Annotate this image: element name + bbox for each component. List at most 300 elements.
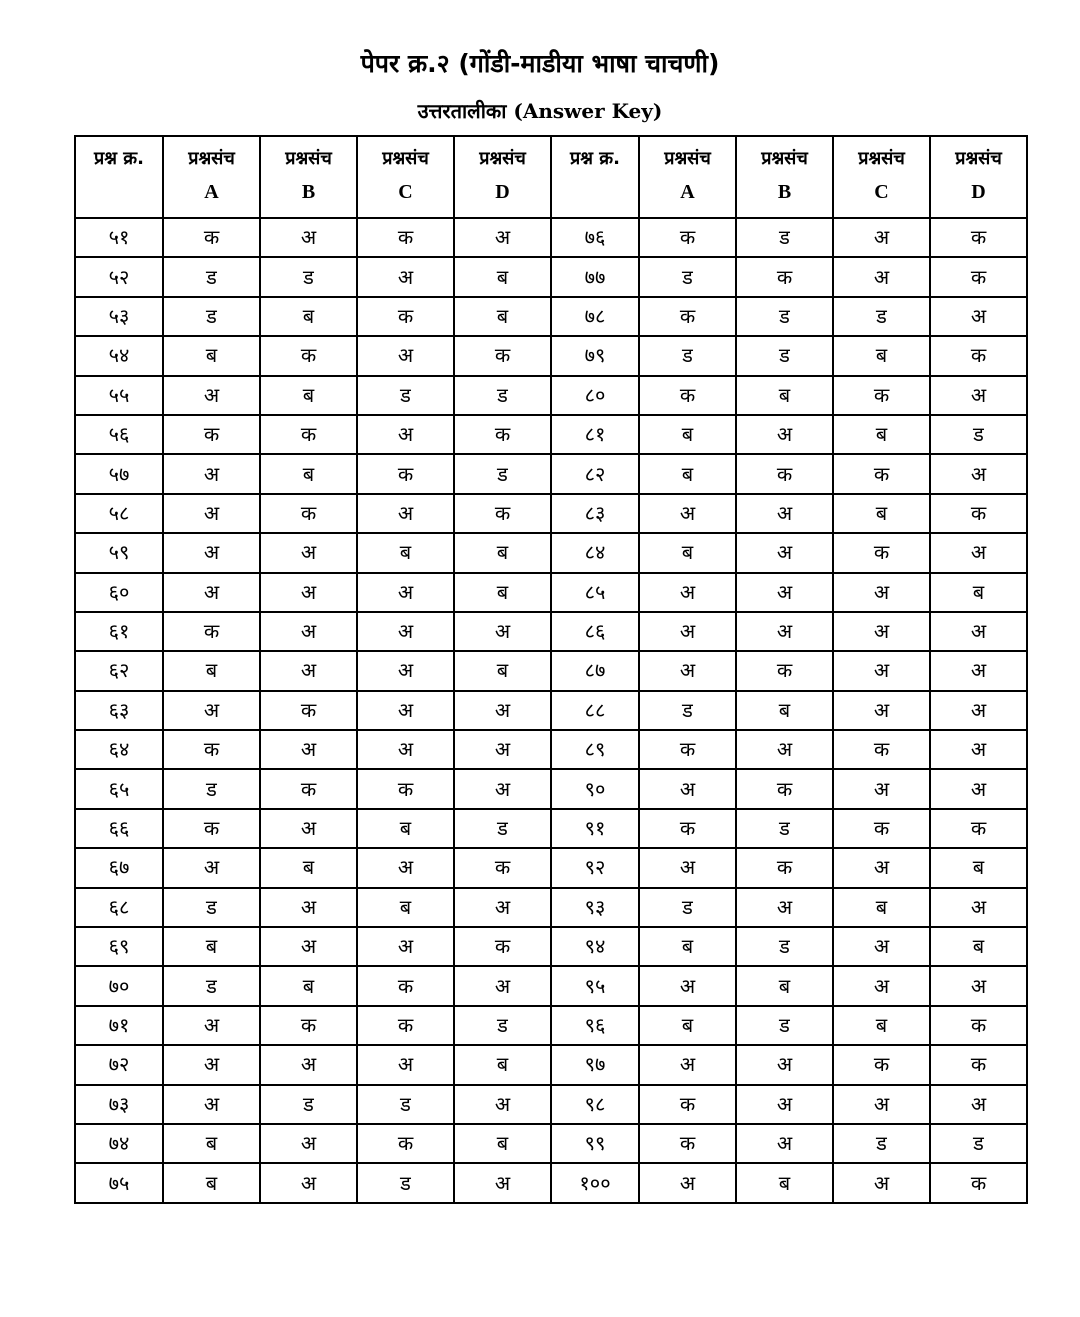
answer-cell: अ: [930, 769, 1027, 808]
column-header-label: प्रश्नसंच: [285, 148, 332, 169]
answer-cell: क: [639, 1124, 736, 1163]
question-number-cell: ७१: [75, 1006, 163, 1045]
answer-cell: क: [163, 415, 260, 454]
answer-cell: अ: [357, 730, 454, 769]
question-number-cell: ५६: [75, 415, 163, 454]
question-number-cell: ८५: [551, 573, 639, 612]
answer-cell: अ: [163, 573, 260, 612]
column-header-label: प्रश्नसंच: [955, 148, 1002, 169]
column-header-set-d: [930, 136, 1027, 218]
answer-cell: अ: [639, 494, 736, 533]
table-row: [75, 573, 1027, 612]
table-row: [75, 1045, 1027, 1084]
answer-cell: अ: [357, 691, 454, 730]
answer-cell: अ: [357, 415, 454, 454]
answer-cell: ड: [454, 809, 551, 848]
table-row: [75, 454, 1027, 493]
answer-cell: अ: [163, 454, 260, 493]
answer-cell: क: [260, 415, 357, 454]
column-header-label: प्रश्नसंच: [479, 148, 526, 169]
answer-cell: ड: [639, 336, 736, 375]
question-number-cell: ८१: [551, 415, 639, 454]
answer-cell: अ: [260, 730, 357, 769]
question-number-cell: ८३: [551, 494, 639, 533]
answer-cell: अ: [260, 1045, 357, 1084]
answer-cell: क: [930, 218, 1027, 257]
answer-cell: क: [736, 651, 833, 690]
answer-cell: ड: [163, 966, 260, 1005]
answer-cell: ड: [736, 218, 833, 257]
answer-cell: ब: [639, 927, 736, 966]
question-number-cell: ५९: [75, 533, 163, 572]
question-number-cell: ९७: [551, 1045, 639, 1084]
answer-cell: क: [163, 809, 260, 848]
question-number-cell: ८७: [551, 651, 639, 690]
answer-cell: अ: [639, 1163, 736, 1202]
column-header-set-b: [260, 136, 357, 218]
column-header-question-no: [551, 136, 639, 218]
answer-cell: क: [163, 612, 260, 651]
table-row: [75, 651, 1027, 690]
table-row: [75, 809, 1027, 848]
question-number-cell: ७२: [75, 1045, 163, 1084]
question-number-cell: ६८: [75, 888, 163, 927]
answer-cell: अ: [833, 927, 930, 966]
answer-cell: ड: [930, 415, 1027, 454]
question-number-cell: ७८: [551, 297, 639, 336]
question-number-cell: ९८: [551, 1085, 639, 1124]
answer-cell: ब: [833, 888, 930, 927]
answer-cell: ब: [930, 848, 1027, 887]
answer-cell: अ: [639, 769, 736, 808]
answer-cell: ब: [454, 297, 551, 336]
answer-cell: क: [930, 1045, 1027, 1084]
question-number-cell: ८६: [551, 612, 639, 651]
answer-cell: क: [833, 376, 930, 415]
answer-cell: अ: [930, 297, 1027, 336]
question-number-cell: ९३: [551, 888, 639, 927]
answer-cell: ड: [930, 1124, 1027, 1163]
question-number-cell: ६०: [75, 573, 163, 612]
answer-cell: क: [833, 533, 930, 572]
answer-cell: अ: [260, 651, 357, 690]
answer-cell: अ: [736, 1085, 833, 1124]
answer-cell: ड: [357, 1163, 454, 1202]
column-header-set-d: [454, 136, 551, 218]
answer-cell: अ: [260, 612, 357, 651]
answer-cell: अ: [736, 415, 833, 454]
answer-cell: अ: [736, 1045, 833, 1084]
answer-cell: ब: [833, 415, 930, 454]
column-header-set-a: [163, 136, 260, 218]
answer-cell: अ: [930, 1085, 1027, 1124]
column-header-set-letter: D: [971, 181, 986, 203]
answer-cell: ड: [454, 376, 551, 415]
answer-cell: अ: [930, 612, 1027, 651]
answer-cell: अ: [357, 573, 454, 612]
answer-cell: अ: [163, 848, 260, 887]
answer-cell: ड: [454, 454, 551, 493]
answer-cell: अ: [163, 533, 260, 572]
answer-cell: ब: [639, 533, 736, 572]
column-header-set-letter: A: [204, 181, 219, 203]
answer-cell: क: [639, 1085, 736, 1124]
answer-cell: अ: [260, 533, 357, 572]
answer-cell: क: [454, 927, 551, 966]
answer-cell: अ: [163, 376, 260, 415]
answer-cell: ब: [930, 927, 1027, 966]
column-header-label: प्रश्न क्र.: [570, 148, 620, 169]
answer-cell: ड: [163, 257, 260, 296]
answer-cell: अ: [639, 651, 736, 690]
answer-cell: क: [163, 218, 260, 257]
answer-cell: ब: [639, 1006, 736, 1045]
question-number-cell: ७७: [551, 257, 639, 296]
table-body: [75, 218, 1027, 1203]
column-header-set-c: [357, 136, 454, 218]
answer-cell: अ: [930, 651, 1027, 690]
question-number-cell: ५५: [75, 376, 163, 415]
answer-cell: अ: [639, 1045, 736, 1084]
answer-cell: क: [639, 376, 736, 415]
answer-cell: क: [639, 730, 736, 769]
answer-cell: अ: [736, 730, 833, 769]
answer-cell: क: [454, 336, 551, 375]
answer-cell: ब: [454, 1124, 551, 1163]
question-number-cell: ५८: [75, 494, 163, 533]
answer-cell: क: [833, 730, 930, 769]
answer-cell: क: [454, 848, 551, 887]
table-row: [75, 218, 1027, 257]
answer-cell: ड: [833, 1124, 930, 1163]
answer-cell: ब: [357, 809, 454, 848]
answer-cell: क: [454, 494, 551, 533]
answer-cell: अ: [163, 691, 260, 730]
answer-cell: ड: [163, 769, 260, 808]
table-row: [75, 376, 1027, 415]
question-number-cell: ९१: [551, 809, 639, 848]
table-row: [75, 769, 1027, 808]
answer-cell: ब: [736, 691, 833, 730]
column-header-label: प्रश्नसंच: [382, 148, 429, 169]
answer-cell: क: [930, 494, 1027, 533]
answer-cell: क: [357, 297, 454, 336]
answer-cell: ब: [260, 297, 357, 336]
column-header-set-letter: D: [495, 181, 510, 203]
answer-cell: अ: [639, 573, 736, 612]
question-number-cell: ५२: [75, 257, 163, 296]
question-number-cell: ७९: [551, 336, 639, 375]
answer-cell: अ: [736, 494, 833, 533]
question-number-cell: ६४: [75, 730, 163, 769]
question-number-cell: ९२: [551, 848, 639, 887]
answer-cell: क: [260, 691, 357, 730]
answer-cell: अ: [930, 730, 1027, 769]
column-header-set-letter: A: [680, 181, 695, 203]
answer-cell: ब: [833, 1006, 930, 1045]
answer-cell: अ: [833, 1163, 930, 1202]
column-header-label: प्रश्न क्र.: [94, 148, 144, 169]
question-number-cell: ८८: [551, 691, 639, 730]
answer-cell: ब: [736, 376, 833, 415]
answer-cell: ब: [260, 966, 357, 1005]
answer-cell: ड: [260, 1085, 357, 1124]
table-row: [75, 730, 1027, 769]
answer-cell: ब: [736, 1163, 833, 1202]
answer-cell: ब: [454, 533, 551, 572]
question-number-cell: ९५: [551, 966, 639, 1005]
answer-cell: अ: [454, 730, 551, 769]
answer-cell: ब: [454, 257, 551, 296]
answer-cell: क: [833, 809, 930, 848]
question-number-cell: ५१: [75, 218, 163, 257]
column-header-label: प्रश्नसंच: [858, 148, 905, 169]
answer-cell: अ: [260, 927, 357, 966]
question-number-cell: ६९: [75, 927, 163, 966]
answer-cell: अ: [833, 1085, 930, 1124]
answer-cell: अ: [930, 454, 1027, 493]
answer-cell: ड: [736, 336, 833, 375]
answer-cell: ड: [163, 888, 260, 927]
answer-cell: ब: [260, 454, 357, 493]
answer-cell: क: [454, 415, 551, 454]
answer-cell: ब: [163, 651, 260, 690]
answer-cell: ब: [163, 1163, 260, 1202]
answer-cell: अ: [163, 1085, 260, 1124]
table-row: [75, 927, 1027, 966]
answer-cell: क: [736, 848, 833, 887]
table-row: [75, 1006, 1027, 1045]
answer-cell: अ: [260, 1124, 357, 1163]
question-number-cell: ८४: [551, 533, 639, 572]
answer-cell: ड: [639, 257, 736, 296]
question-number-cell: ६२: [75, 651, 163, 690]
answer-cell: ब: [357, 533, 454, 572]
answer-cell: क: [639, 297, 736, 336]
column-header-label: प्रश्नसंच: [188, 148, 235, 169]
table-row: [75, 691, 1027, 730]
answer-cell: ब: [639, 415, 736, 454]
answer-cell: ब: [833, 336, 930, 375]
answer-cell: अ: [833, 848, 930, 887]
table-row: [75, 494, 1027, 533]
column-header-set-letter: [552, 174, 638, 210]
answer-cell: अ: [163, 1045, 260, 1084]
answer-cell: क: [930, 809, 1027, 848]
answer-cell: क: [260, 1006, 357, 1045]
answer-cell: अ: [930, 691, 1027, 730]
answer-cell: क: [833, 1045, 930, 1084]
answer-cell: ड: [736, 927, 833, 966]
answer-cell: अ: [260, 573, 357, 612]
answer-cell: अ: [639, 966, 736, 1005]
answer-cell: ड: [736, 809, 833, 848]
answer-cell: क: [357, 454, 454, 493]
table-row: [75, 297, 1027, 336]
answer-cell: क: [639, 809, 736, 848]
column-header-set-c: [833, 136, 930, 218]
answer-cell: क: [260, 336, 357, 375]
answer-cell: ब: [454, 1045, 551, 1084]
answer-cell: क: [736, 257, 833, 296]
answer-cell: अ: [639, 848, 736, 887]
answer-cell: अ: [833, 966, 930, 1005]
answer-cell: ड: [454, 1006, 551, 1045]
answer-cell: ब: [639, 454, 736, 493]
answer-cell: अ: [260, 888, 357, 927]
answer-cell: ब: [357, 888, 454, 927]
table-row: [75, 848, 1027, 887]
column-header-set-a: [639, 136, 736, 218]
column-header-set-letter: B: [301, 181, 316, 203]
question-number-cell: ५४: [75, 336, 163, 375]
answer-cell: अ: [833, 651, 930, 690]
answer-cell: क: [357, 218, 454, 257]
answer-cell: क: [357, 1124, 454, 1163]
answer-cell: ड: [260, 257, 357, 296]
answer-cell: ब: [260, 848, 357, 887]
question-number-cell: ८९: [551, 730, 639, 769]
answer-cell: क: [833, 454, 930, 493]
table-row: [75, 612, 1027, 651]
question-number-cell: ५३: [75, 297, 163, 336]
answer-cell: अ: [639, 612, 736, 651]
answer-cell: अ: [260, 809, 357, 848]
question-number-cell: ६३: [75, 691, 163, 730]
answer-cell: अ: [260, 218, 357, 257]
answer-cell: अ: [454, 888, 551, 927]
page-subtitle: उत्तरतालीका (Answer Key): [417, 99, 663, 123]
answer-cell: क: [930, 257, 1027, 296]
answer-cell: अ: [736, 612, 833, 651]
answer-cell: ड: [833, 297, 930, 336]
table-row: [75, 1085, 1027, 1124]
table-row: [75, 966, 1027, 1005]
question-number-cell: ७०: [75, 966, 163, 1005]
question-number-cell: ९६: [551, 1006, 639, 1045]
answer-cell: ब: [736, 966, 833, 1005]
answer-cell: अ: [454, 769, 551, 808]
answer-cell: अ: [357, 612, 454, 651]
column-header-set-letter: [76, 174, 162, 210]
question-number-cell: ९९: [551, 1124, 639, 1163]
answer-cell: ड: [736, 297, 833, 336]
question-number-cell: ९४: [551, 927, 639, 966]
answer-cell: अ: [833, 257, 930, 296]
answer-cell: क: [930, 336, 1027, 375]
answer-cell: अ: [736, 573, 833, 612]
answer-cell: अ: [163, 1006, 260, 1045]
column-header-set-b: [736, 136, 833, 218]
answer-cell: अ: [454, 691, 551, 730]
answer-cell: ड: [357, 376, 454, 415]
answer-cell: क: [260, 494, 357, 533]
page-title: पेपर क्र.२ (गोंडी-माडीया भाषा चाचणी): [360, 49, 720, 78]
question-number-cell: ५७: [75, 454, 163, 493]
question-number-cell: १००: [551, 1163, 639, 1202]
answer-cell: क: [930, 1163, 1027, 1202]
answer-cell: अ: [833, 769, 930, 808]
table-header-row: [75, 136, 1027, 218]
answer-cell: अ: [930, 966, 1027, 1005]
question-number-cell: ६५: [75, 769, 163, 808]
answer-cell: अ: [833, 612, 930, 651]
answer-cell: अ: [357, 651, 454, 690]
answer-cell: अ: [736, 888, 833, 927]
answer-cell: अ: [357, 494, 454, 533]
question-number-cell: ७५: [75, 1163, 163, 1202]
column-header-label: प्रश्नसंच: [664, 148, 711, 169]
column-header-set-letter: C: [874, 181, 889, 203]
answer-cell: अ: [454, 966, 551, 1005]
answer-cell: अ: [357, 257, 454, 296]
answer-cell: ब: [163, 336, 260, 375]
answer-cell: क: [930, 1006, 1027, 1045]
answer-cell: अ: [454, 1085, 551, 1124]
answer-cell: क: [357, 769, 454, 808]
answer-cell: अ: [833, 573, 930, 612]
table-row: [75, 1163, 1027, 1202]
answer-cell: अ: [833, 691, 930, 730]
question-number-cell: ६७: [75, 848, 163, 887]
answer-cell: अ: [454, 218, 551, 257]
answer-cell: क: [357, 966, 454, 1005]
answer-cell: ड: [163, 297, 260, 336]
answer-cell: ड: [736, 1006, 833, 1045]
question-number-cell: ६१: [75, 612, 163, 651]
answer-cell: क: [639, 218, 736, 257]
question-number-cell: ७६: [551, 218, 639, 257]
answer-cell: अ: [736, 1124, 833, 1163]
column-header-set-letter: B: [777, 181, 792, 203]
answer-cell: ब: [930, 573, 1027, 612]
answer-cell: अ: [260, 1163, 357, 1202]
question-number-cell: ९०: [551, 769, 639, 808]
answer-cell: अ: [833, 218, 930, 257]
table-row: [75, 336, 1027, 375]
answer-cell: ब: [454, 651, 551, 690]
answer-cell: अ: [357, 848, 454, 887]
answer-cell: अ: [930, 376, 1027, 415]
answer-cell: अ: [357, 1045, 454, 1084]
answer-cell: अ: [930, 533, 1027, 572]
answer-cell: अ: [357, 927, 454, 966]
answer-cell: अ: [930, 888, 1027, 927]
question-number-cell: ७३: [75, 1085, 163, 1124]
question-number-cell: ८०: [551, 376, 639, 415]
question-number-cell: ८२: [551, 454, 639, 493]
answer-cell: क: [260, 769, 357, 808]
answer-cell: ड: [357, 1085, 454, 1124]
answer-cell: अ: [163, 494, 260, 533]
column-header-set-letter: C: [398, 181, 413, 203]
answer-cell: अ: [454, 612, 551, 651]
answer-cell: अ: [736, 533, 833, 572]
table-row: [75, 533, 1027, 572]
table-row: [75, 415, 1027, 454]
answer-cell: ब: [163, 1124, 260, 1163]
question-number-cell: ६६: [75, 809, 163, 848]
answer-cell: अ: [357, 336, 454, 375]
table-row: [75, 1124, 1027, 1163]
answer-cell: अ: [454, 1163, 551, 1202]
answer-cell: ब: [454, 573, 551, 612]
answer-key-table: [74, 135, 1028, 1204]
answer-cell: ड: [639, 691, 736, 730]
answer-cell: ब: [833, 494, 930, 533]
column-header-label: प्रश्नसंच: [761, 148, 808, 169]
answer-cell: ब: [260, 376, 357, 415]
